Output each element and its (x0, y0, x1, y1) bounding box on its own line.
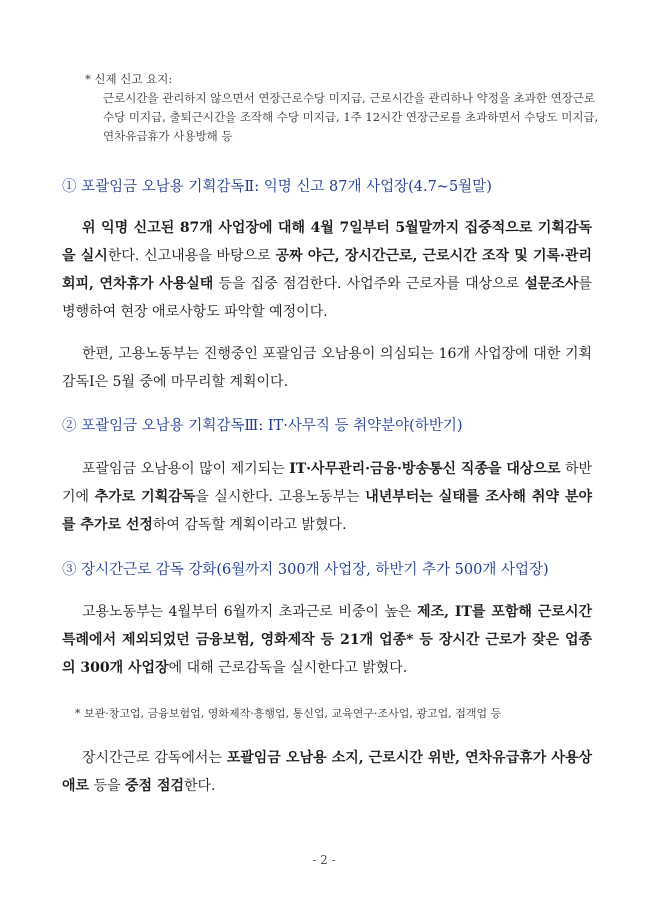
s1-p1-text-1: 한다. 신고내용을 바탕으로 (107, 248, 276, 264)
section-3-heading: ③ 장시간근로 감독 강화(6월까지 300개 사업장, 하반기 추가 500개 사업장) (62, 562, 549, 578)
section-3-paragraph-1 (62, 598, 592, 682)
s3-p1-text-2: 에 대해 근로감독을 실시한다고 밝혔다. (168, 660, 408, 676)
section-1-heading: ① 포괄임금 오남용 기획감독Ⅱ: 익명 신고 87개 사업장(4.7~5월말) (62, 179, 492, 195)
s2-p1-bold-2: 추가로 기획감독 (94, 489, 196, 505)
s2-p1-bold-3: 내년부터는 실태를 조사해 취약 분야를 추가로 선정 (62, 489, 592, 533)
closing-text-2: 등을 (89, 778, 126, 794)
section-1-paragraph-1 (62, 214, 592, 326)
s1-p2-text: 한편, 고용노동부는 진행중인 포괄임금 오남용이 의심되는 16개 사업장에 대한 기획감독Ⅰ은 5월 중에 마무리할 계획이다. (62, 346, 592, 390)
s3-p1-bold-1: 제조, IT를 포함해 근로시간 특례에서 제외되었던 금융보험, 영화제작 등 21개 업종* 등 장시간 근로가 잦은 업종의 300개 사업장 (62, 604, 592, 676)
page-number: - 2 - (312, 853, 336, 867)
s2-p1-text-4: 하여 감독할 계획이라고 밝혔다. (152, 517, 347, 533)
complaint-summary-note (85, 70, 605, 146)
s2-p1-text-1: 포괄임금 오남용이 많이 제기되는 (82, 461, 290, 477)
note-title: * 신제 신고 요지: (85, 72, 173, 86)
closing-bold-2: 중점 점검 (125, 778, 184, 794)
s1-p1-bold-1: 위 익명 신고된 87개 사업장에 대해 4월 7일부터 5월말까지 집중적으로 기획감독을 실시 (62, 220, 592, 264)
s1-p1-bold-2: 공짜 야근, 장시간근로, 근로시간 조작 및 기록·관리 회피, 연차휴가 사용실태 (62, 248, 592, 292)
s1-p1-bold-3: 설문조사 (524, 276, 579, 292)
note-body: 근로시간을 관리하지 않으면서 연장근로수당 미지급, 근로시간을 관리하나 약정을 초과한 연장근로수당 미지급, 출퇴근시간을 조작해 수당 미지급, 1주 12시간 연장근로를 초과하면서 수당도 미지급, 연차유급휴가 사용방해 등 (103, 91, 599, 143)
s2-p1-text-2: 하반기에 (62, 461, 592, 505)
s2-p1-bold-1: IT·사무관리·금융·방송통신 직종을 대상으로 (289, 461, 561, 477)
s1-p1-text-2: 등을 집중 점검한다. 사업주와 근로자를 대상으로 (213, 276, 525, 292)
section-2-heading: ② 포괄임금 오남용 기획감독Ⅲ: IT·사무직 등 취약분야(하반기) (62, 418, 463, 434)
closing-bold-1: 포괄임금 오남용 소지, 근로시간 위반, 연차유급휴가 사용상 애로 (62, 750, 592, 794)
s1-p1-text-3: 를 병행하여 현장 애로사항도 파악할 예정이다. (62, 276, 592, 320)
section-1-paragraph-2 (62, 340, 592, 396)
s3-p1-text-1: 고용노동부는 4월부터 6월까지 초과근로 비중이 높은 (82, 604, 418, 620)
closing-paragraph (62, 744, 592, 800)
s2-p1-text-3: 을 실시한다. 고용노동부는 (195, 489, 366, 505)
section-2-paragraph-1 (62, 455, 592, 539)
closing-text-3: 한다. (184, 778, 216, 794)
closing-text-1: 장시간근로 감독에서는 (82, 750, 227, 766)
industry-footnote: * 보관·창고업, 금융보험업, 영화제작·흥행업, 통신업, 교육연구·조사업, 광고업, 접객업 등 (75, 707, 502, 720)
